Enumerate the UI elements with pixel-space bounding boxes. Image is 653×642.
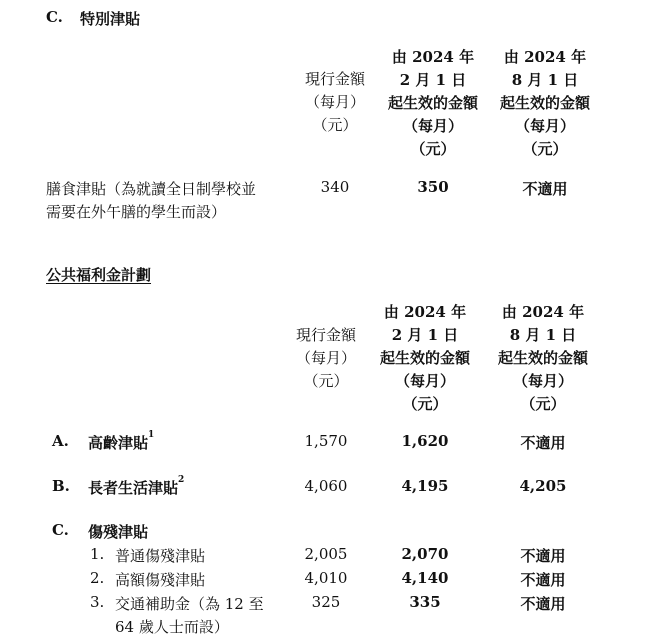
feb-value: 4,195 (401, 477, 449, 495)
subitem-number: 1. (90, 545, 105, 563)
section-c-title: 特別津貼 (80, 10, 141, 28)
feb-value: 350 (417, 178, 449, 196)
feb-value: 4,140 (401, 569, 449, 587)
aug-value: 不適用 (520, 434, 566, 452)
aug-value: 不適用 (522, 180, 568, 198)
current-value: 4,010 (304, 569, 348, 587)
header-current-amount: 現行金額 （每月） （元） (304, 70, 365, 134)
feb-value: 1,620 (401, 432, 449, 450)
aug-value: 4,205 (519, 477, 567, 495)
current-value: 325 (311, 593, 341, 611)
item-letter: A. (52, 432, 69, 450)
current-value: 1,570 (304, 432, 348, 450)
subitem-number: 3. (90, 593, 105, 611)
feb-value: 2,070 (401, 545, 449, 563)
subitem-label: 交通補助金（為 12 至 (115, 595, 264, 613)
header-from-aug: 由 2024 年 8 月 1 日 起生效的金額 （每月） （元） (497, 303, 588, 413)
subitem-label: 普通傷殘津貼 (115, 547, 206, 565)
footnote-marker: 2 (178, 475, 185, 485)
aug-value: 不適用 (520, 595, 566, 613)
item-letter: B. (52, 477, 70, 495)
header-from-feb: 由 2024 年 2 月 1 日 起生效的金額 （每月） （元） (379, 303, 470, 413)
item-label: 長者生活津貼$^2$ (88, 475, 185, 497)
subitem-number: 2. (90, 569, 105, 587)
aug-value: 不適用 (520, 571, 566, 589)
row-label: 需要在外午膳的學生而設） (46, 203, 227, 221)
item-label: 高齡津貼$^1$ (88, 430, 155, 452)
section-title: 公共福利金計劃 (46, 266, 152, 284)
subitem-label: 高額傷殘津貼 (115, 571, 206, 589)
footnote-marker: 1 (148, 430, 155, 440)
section-c-letter: C. (46, 8, 63, 26)
row-label: 膳食津貼（為就讀全日制學校並 (46, 180, 257, 198)
subitem-label: 64 歲人士而設） (115, 618, 229, 636)
feb-value: 335 (409, 593, 441, 611)
aug-value: 不適用 (520, 547, 566, 565)
current-value: 340 (320, 178, 350, 196)
item-label: 傷殘津貼 (88, 523, 149, 541)
header-from-aug: 由 2024 年 8 月 1 日 起生效的金額 （每月） （元） (499, 48, 590, 158)
header-from-feb: 由 2024 年 2 月 1 日 起生效的金額 （每月） （元） (387, 48, 478, 158)
header-current-amount: 現行金額 （每月） （元） (295, 326, 356, 390)
item-letter: C. (52, 521, 69, 539)
current-value: 2,005 (304, 545, 348, 563)
current-value: 4,060 (304, 477, 348, 495)
